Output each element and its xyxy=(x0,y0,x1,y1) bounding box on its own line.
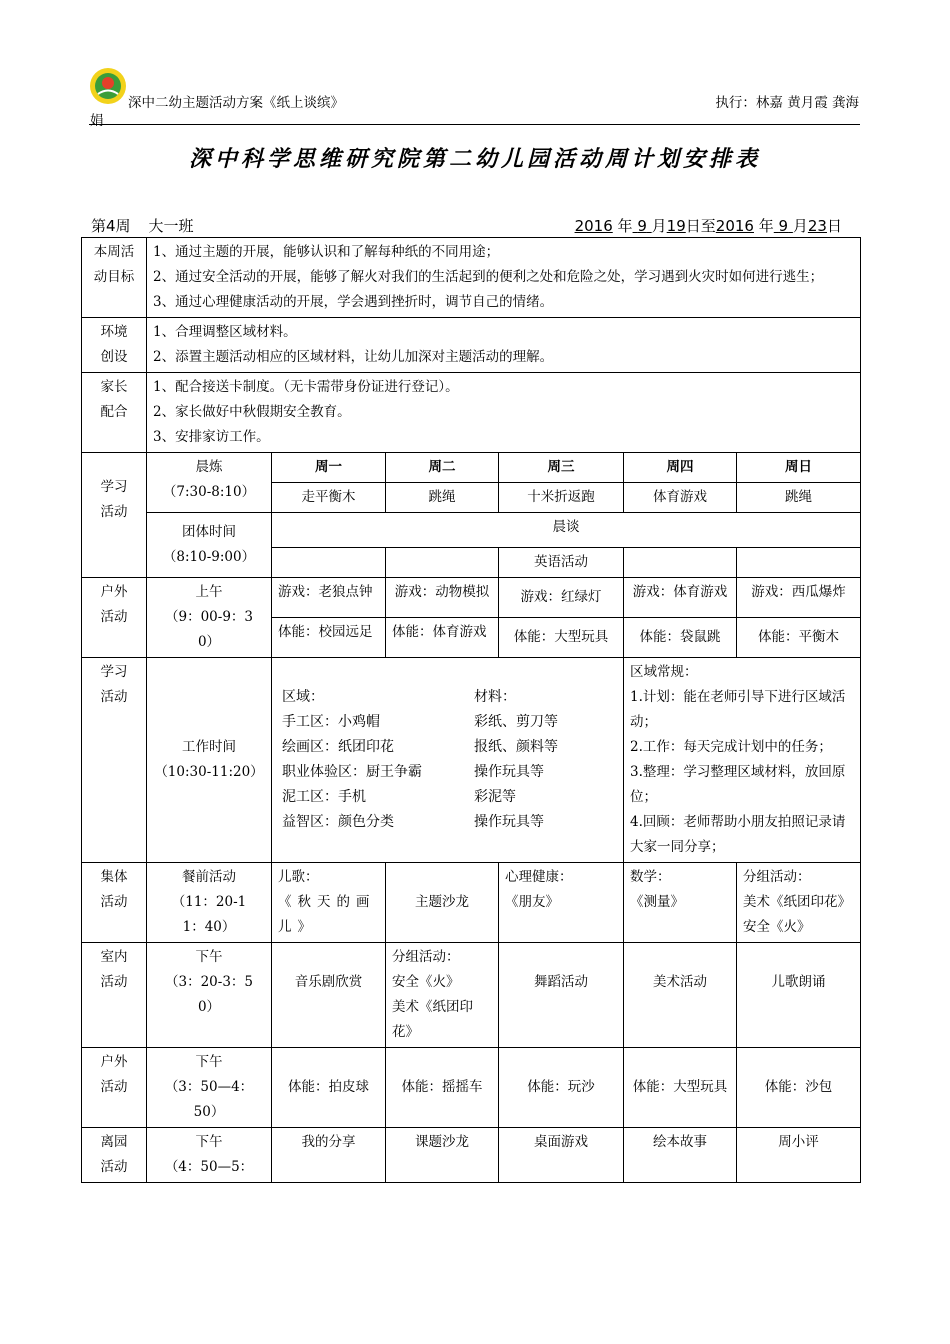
indoor-time-label: 下午 xyxy=(195,949,223,965)
collective-day-cell: 主题沙龙 xyxy=(386,863,499,943)
english-empty-cell xyxy=(737,548,861,578)
zone-rule: 2.工作：每天完成计划中的任务； xyxy=(630,739,832,755)
morning-exercise-cell: 跳绳 xyxy=(737,483,861,513)
leave-day-cell: 桌面游戏 xyxy=(499,1128,624,1183)
collective-math-body: 《测量》 xyxy=(630,894,684,910)
morning-exercise-cell: 体育游戏 xyxy=(624,483,737,513)
zone-material: 操作玩具等 xyxy=(474,814,544,830)
collective-psych-title: 心理健康： xyxy=(505,869,573,885)
zone-material: 报纸、颜料等 xyxy=(474,739,558,755)
zone-rule: 4.回顾：老师帮助小朋友拍照记录请大家一同分享； xyxy=(630,814,846,855)
morning-exercise-time: （7:30-8:10） xyxy=(162,484,256,500)
end-day: 23 xyxy=(807,217,827,235)
leave-row xyxy=(82,1128,861,1183)
outdoor-physical-cell: 体能：平衡木 xyxy=(737,618,861,658)
indoor-group-body-1: 安全《火》 xyxy=(392,974,460,990)
zone-item: 泥工区：手机 xyxy=(282,789,366,805)
study2-label-2: 活动 xyxy=(100,689,128,705)
collective-song-body: 《秋天的画儿》 xyxy=(278,894,376,935)
indoor-row xyxy=(82,943,861,1048)
parents-label-2: 配合 xyxy=(100,404,128,420)
outdoor2-day-cell: 体能：拍皮球 xyxy=(272,1048,386,1128)
collective-time xyxy=(147,863,272,943)
english-cell: 英语活动 xyxy=(499,548,624,578)
zone-list xyxy=(282,685,617,835)
group-time-row xyxy=(82,513,861,548)
outdoor1-label-1: 户外 xyxy=(100,584,128,600)
outdoor2-label xyxy=(82,1048,147,1128)
zone-rule: 3.整理：学习整理区域材料，放回原位； xyxy=(630,764,846,805)
collective-row xyxy=(82,863,861,943)
leave-day-cell: 课题沙龙 xyxy=(386,1128,499,1183)
leave-label-2: 活动 xyxy=(100,1159,128,1175)
parents-content xyxy=(147,373,861,453)
leave-label xyxy=(82,1128,147,1183)
date-range xyxy=(575,215,842,236)
morning-exercise-cell: 跳绳 xyxy=(386,483,499,513)
outdoor1-time xyxy=(147,578,272,658)
indoor-label-1: 室内 xyxy=(100,949,128,965)
material-head: 材料： xyxy=(474,689,516,705)
indoor-group-title: 分组活动： xyxy=(392,949,460,965)
zone-material: 彩泥等 xyxy=(474,789,516,805)
indoor-day-cell: 美术活动 xyxy=(624,943,737,1048)
school-logo-icon xyxy=(89,67,127,105)
doc-title: 深中二幼主题活动方案《纸上谈缤》 xyxy=(128,95,344,111)
indoor-label xyxy=(82,943,147,1048)
zone-head: 区域： xyxy=(282,689,324,705)
outdoor-physical-cell: 体能：大型玩具 xyxy=(499,618,624,658)
study1-days-row xyxy=(82,453,861,483)
unit-year-2: 年 xyxy=(758,217,774,235)
unit-month-2: 月 xyxy=(792,217,808,235)
zone-rules-head: 区域常规： xyxy=(630,664,698,680)
leave-time-range: （4：50—5： xyxy=(164,1159,254,1175)
collective-group-title: 分组活动： xyxy=(743,869,811,885)
english-empty-cell xyxy=(624,548,737,578)
collective-psych-body: 《朋友》 xyxy=(505,894,559,910)
header-rule xyxy=(89,124,860,125)
class-name: 大一班 xyxy=(148,217,194,235)
indoor-time-range: （3：20-3：50） xyxy=(164,974,253,1015)
day-header-mon: 周一 xyxy=(272,453,386,483)
outdoor-game-cell: 游戏：老狼点钟 xyxy=(272,578,386,618)
indoor-day-cell: 儿歌朗诵 xyxy=(737,943,861,1048)
outdoor1-time-range: （9：00-9：30） xyxy=(164,609,253,650)
outdoor2-day-cell: 体能：大型玩具 xyxy=(624,1048,737,1128)
start-year: 2016 xyxy=(574,217,613,235)
outdoor2-day-cell: 体能：沙包 xyxy=(737,1048,861,1128)
outdoor-physical-cell: 体能：体育游戏 xyxy=(386,618,499,658)
leave-day-cell: 我的分享 xyxy=(272,1128,386,1183)
morning-exercise-cell: 十米折返跑 xyxy=(499,483,624,513)
zone-item: 益智区：颜色分类 xyxy=(282,814,394,830)
outdoor2-label-2: 活动 xyxy=(100,1079,128,1095)
unit-day: 日 xyxy=(826,217,842,235)
week-class xyxy=(91,215,212,236)
study2-label xyxy=(82,658,147,863)
goal-item: 3、通过心理健康活动的开展，学会遇到挫折时，调节自己的情绪。 xyxy=(153,294,554,310)
unit-day-to: 日至 xyxy=(685,217,716,235)
environment-item: 2、添置主题活动相应的区域材料，让幼儿加深对主题活动的理解。 xyxy=(153,349,554,365)
unit-year: 年 xyxy=(617,217,633,235)
morning-exercise-label xyxy=(147,453,272,513)
indoor-day-cell xyxy=(386,943,499,1048)
outdoor1-games-row xyxy=(82,578,861,618)
collective-label xyxy=(82,863,147,943)
outdoor1-label xyxy=(82,578,147,658)
environment-label-1: 环境 xyxy=(100,324,128,340)
morning-exercise-title: 晨炼 xyxy=(195,459,223,475)
group-time-label xyxy=(147,513,272,578)
indoor-time xyxy=(147,943,272,1048)
outdoor2-label-1: 户外 xyxy=(100,1054,128,1070)
start-day: 19 xyxy=(666,217,686,235)
doc-title-wrap: 娟 xyxy=(90,113,104,129)
group-time-time: （8:10-9:00） xyxy=(162,549,256,565)
group-time-title: 团体时间 xyxy=(182,524,236,540)
day-header-fri: 周日 xyxy=(737,453,861,483)
outdoor1-time-label: 上午 xyxy=(195,584,223,600)
collective-day-cell xyxy=(499,863,624,943)
goals-label: 本周活动目标 xyxy=(82,238,147,318)
environment-label xyxy=(82,318,147,373)
unit-month: 月 xyxy=(651,217,667,235)
collective-label-2: 活动 xyxy=(100,894,128,910)
start-month: 9 xyxy=(637,217,647,235)
end-year: 2016 xyxy=(715,217,754,235)
outdoor-physical-cell: 体能：校园远足 xyxy=(272,618,386,658)
page-title: 深中科学思维研究院第二幼儿园活动周计划安排表 xyxy=(188,146,761,172)
leave-day-cell: 绘本故事 xyxy=(624,1128,737,1183)
collective-day-cell xyxy=(272,863,386,943)
study2-label-1: 学习 xyxy=(100,664,128,680)
environment-label-2: 创设 xyxy=(100,349,128,365)
collective-label-1: 集体 xyxy=(100,869,128,885)
parents-item: 2、家长做好中秋假期安全教育。 xyxy=(153,404,351,420)
day-header-thu: 周四 xyxy=(624,453,737,483)
study2-row xyxy=(82,658,861,863)
zone-item: 职业体验区：厨王争霸 xyxy=(282,764,422,780)
outdoor-physical-cell: 体能：袋鼠跳 xyxy=(624,618,737,658)
parents-item: 3、安排家访工作。 xyxy=(153,429,270,445)
parents-label-1: 家长 xyxy=(100,379,128,395)
zone-item: 手工区：小鸡帽 xyxy=(282,714,380,730)
day-header-wed: 周三 xyxy=(499,453,624,483)
end-month: 9 xyxy=(778,217,789,235)
leave-day-cell: 周小评 xyxy=(737,1128,861,1183)
morning-exercise-cell: 走平衡木 xyxy=(272,483,386,513)
collective-time-label: 餐前活动 xyxy=(182,869,236,885)
collective-time-range: （11：20-11：40） xyxy=(171,894,247,935)
zone-rules-cell xyxy=(624,658,861,863)
indoor-day-cell: 音乐剧欣赏 xyxy=(272,943,386,1048)
study1-label xyxy=(82,453,147,578)
indoor-group-body-2: 美术《纸团印花》 xyxy=(392,999,473,1040)
outdoor1-label-2: 活动 xyxy=(100,609,128,625)
goal-item: 2、通过安全活动的开展，能够了解火对我们的生活起到的便利之处和危险之处，学习遇到火灾时如何进行逃生； xyxy=(153,269,824,285)
study1-label-2: 活动 xyxy=(100,504,128,520)
collective-day-cell xyxy=(624,863,737,943)
morning-talk-cell: 晨谈 xyxy=(272,513,861,548)
goal-item: 1、通过主题的开展，能够认识和了解每种纸的不同用途； xyxy=(153,244,500,260)
goals-content xyxy=(147,238,861,318)
parents-item: 1、配合接送卡制度。（无卡需带身份证进行登记）。 xyxy=(153,379,459,395)
outdoor2-day-cell: 体能：玩沙 xyxy=(499,1048,624,1128)
environment-content xyxy=(147,318,861,373)
indoor-day-cell: 舞蹈活动 xyxy=(499,943,624,1048)
environment-row xyxy=(82,318,861,373)
environment-item: 1、合理调整区域材料。 xyxy=(153,324,297,340)
study1-label-1: 学习 xyxy=(100,479,128,495)
week-number: 第4周 xyxy=(91,217,131,235)
outdoor2-time-range: （3：50—4：50） xyxy=(164,1079,254,1120)
work-time-range: （10:30-11:20） xyxy=(154,764,264,780)
day-header-tue: 周二 xyxy=(386,453,499,483)
executors: 执行：林嘉 黄月霞 龚海 xyxy=(715,95,859,111)
parents-label xyxy=(82,373,147,453)
english-empty-cell xyxy=(386,548,499,578)
collective-group-body-1: 美术《纸团印花》 xyxy=(743,894,851,910)
outdoor-game-cell: 游戏：动物模拟 xyxy=(386,578,499,618)
outdoor-game-cell: 游戏：西瓜爆炸 xyxy=(737,578,861,618)
parents-row xyxy=(82,373,861,453)
outdoor2-row xyxy=(82,1048,861,1128)
outdoor2-day-cell: 体能：摇摇车 xyxy=(386,1048,499,1128)
weekly-plan-table xyxy=(81,237,861,1183)
leave-time-label: 下午 xyxy=(195,1134,223,1150)
leave-time xyxy=(147,1128,272,1183)
outdoor-game-cell: 游戏：红绿灯 xyxy=(499,578,624,618)
zone-rule: 1.计划：能在老师引导下进行区域活动； xyxy=(630,689,846,730)
work-time-title: 工作时间 xyxy=(182,739,236,755)
outdoor2-time xyxy=(147,1048,272,1128)
zones-cell xyxy=(272,658,624,863)
english-empty-cell xyxy=(272,548,386,578)
zone-item: 绘画区：纸团印花 xyxy=(282,739,394,755)
collective-group-body-2: 安全《火》 xyxy=(743,919,811,935)
collective-song-title: 儿歌： xyxy=(278,869,319,885)
outdoor-game-cell: 游戏：体育游戏 xyxy=(624,578,737,618)
zone-material: 彩纸、剪刀等 xyxy=(474,714,558,730)
collective-day-cell xyxy=(737,863,861,943)
work-time-label xyxy=(147,658,272,863)
goals-row xyxy=(82,238,861,318)
collective-math-title: 数学： xyxy=(630,869,671,885)
leave-label-1: 离园 xyxy=(100,1134,128,1150)
indoor-label-2: 活动 xyxy=(100,974,128,990)
outdoor2-time-label: 下午 xyxy=(195,1054,223,1070)
zone-material: 操作玩具等 xyxy=(474,764,544,780)
